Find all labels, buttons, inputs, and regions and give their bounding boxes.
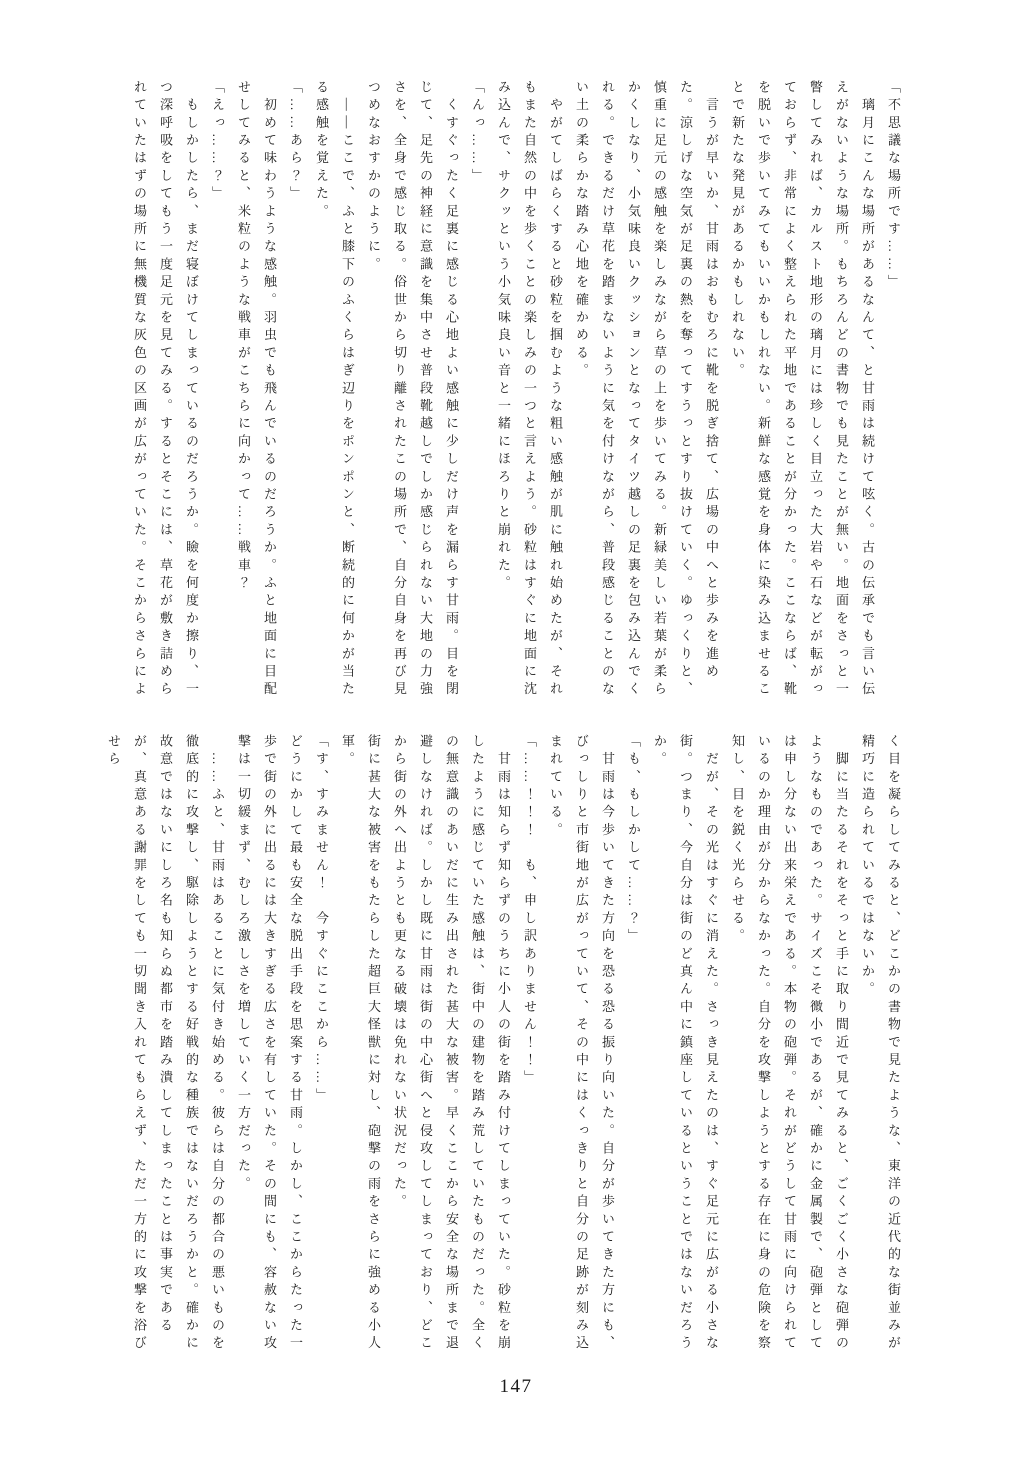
paragraph: やがてしばらくすると砂粒を掴むような粗い感触が肌に触れ始めたが、それもまた自然の中を歩くことの楽しみの一つと言えよう。砂粒はすぐに地面に沈み込んで、サクッという小気味良い音と一緒にほろりと崩れた。 [496,80,563,700]
paragraph: もしかしたら、まだ寝ぼけてしまっているのだろうか。瞼を何度か擦り、一つ深呼吸をしてもう一度足元を見てみる。するとそこには、草花が敷き詰められていたはずの場所に無機質な灰色の区画が広がっていた。そこからさらによ [132,80,199,700]
paragraph: 璃月にこんな場所があるなんて、と甘雨は続けて呟く。古の伝承でも言い伝えがないような場所。もちろんどの書物でも見たことが無い。地面をさっと一瞥してみれば、カルスト地形の璃月には珍しく目立った大岩や石などが転がっておらず、非常によく整えられた平地であることが分かった。ここならば、靴を脱いで歩いてみてもいいかもしれない。新鮮な感覚を身体に染み込ませることで新たな発見があるかもしれない。 [730,80,875,700]
paragraph: ……ふと、甘雨はあることに気付き始める。彼らは自分の都合の悪いものを徹底的に攻撃し、駆除しようとする好戦的な種族ではないだろうかと。確かに故意ではないにしろ名も知らぬ都市を踏み潰してしまったことは事実であるが、真意ある謝罪をしても一切聞き入れてもらえず、ただ一方的に攻撃を浴びせら [106,734,225,1354]
paragraph: 「不思議な場所です……」 [886,80,901,293]
paragraph: ――ここで、ふと膝下のふくらはぎ辺りをポンポンと、断続的に何かが当たる感触を覚えた。 [314,80,355,700]
page-number: 147 [499,1376,533,1397]
paragraph: くすぐったく足裏に感じる心地よい感触に少しだけ声を漏らす甘雨。目を閉じて、足先の神経に意識を集中させ普段靴越しでしか感じられない大地の力強さを、全身で感じ取る。俗世から切り離されたこの場所で、自分自身を再び見つめなおすかのように。 [366,80,459,700]
paragraph: 「んっ……」 [470,80,485,187]
text-block-bottom [106,734,906,1360]
paragraph: だが、その光はすぐに消えた。さっき見えたのは、すぐ足元に広がる小さな街。つまり、今自分は街のど真ん中に鎮座しているということではないだろうか。 [652,734,719,1354]
paragraph: 「も、もしかして……？」 [626,734,641,947]
paragraph: 「……あら？」 [288,80,303,204]
paragraph: 街に甚大な被害をもたらした超巨大怪獣に対し、砲撃の雨をさらに強める小人軍。 [340,734,381,1354]
paragraph: 「えっ……？」 [210,80,225,204]
paragraph: 甘雨は知らず知らずのうちに小人の街を踏み付けてしまっていた。砂粒を崩したように感じていた感触は、街中の建物を踏み荒していたものだった。全くの無意識のあいだに生み出された甚大な被害。早くここから安全な場所まで退避しなければ。しかし既に甘雨は街の中心街へと侵攻してしまっており、どこから街の外へ出ようとも更なる破壊は免れない状況だった。 [392,734,511,1354]
paragraph: 脚に当たるそれをそっと手に取り間近で見てみると、ごくごく小さな砲弾のようなものであった。サイズこそ微小であるが、確かに金属製で、砲弾としては申し分ない出来栄えである。本物の砲弾。それがどうして甘雨に向けられているのか理由が分からなかった。自分を攻撃しようとする存在に身の危険を察知し、目を鋭く光らせる。 [730,734,849,1354]
paragraph: 初めて味わうような感触。羽虫でも飛んでいるのだろうか。ふと地面に目配せしてみると、米粒のような戦車がこちらに向かって……戦車？ [236,80,277,700]
paragraph: 「す、すみません！ 今すぐにここから……」 [314,734,329,1106]
paragraph: どうにかして最も安全な脱出手段を思案する甘雨。しかし、ここからたった一歩で街の外に出るには大きすぎる広さを有していた。その間にも、容赦ない攻撃は一切緩まず、むしろ激しさを増していく一方だった。 [236,734,303,1354]
paragraph: く目を凝らしてみると、どこかの書物で見たような、東洋の近代的な街並みが精巧に造られているではないか。 [860,734,901,1354]
text-block-top [126,80,906,706]
paragraph: 甘雨は今歩いてきた方向を恐る恐る振り向いた。自分が歩いてきた方にも、びっしりと市街地が広がっていて、その中にはくっきりと自分の足跡が刻み込まれている。 [548,734,615,1354]
paragraph: 「……！！！ も、申し訳ありません！！」 [522,734,537,1088]
paragraph: 言うが早いか、甘雨はおもむろに靴を脱ぎ捨て、広場の中へと歩みを進めた。涼しげな空気が足裏の熱を奪ってすうっとすり抜けていく。ゆっくりと、慎重に足元の感触を楽しみながら草の上を歩いてみる。新緑美しい若葉が柔らかくしなり、小気味良いクッションとなってタイツ越しの足裏を包み込んでくれる。できるだけ草花を踏まないように気を付けながら、普段感じることのない土の柔らかな踏み心地を確かめる。 [574,80,719,700]
